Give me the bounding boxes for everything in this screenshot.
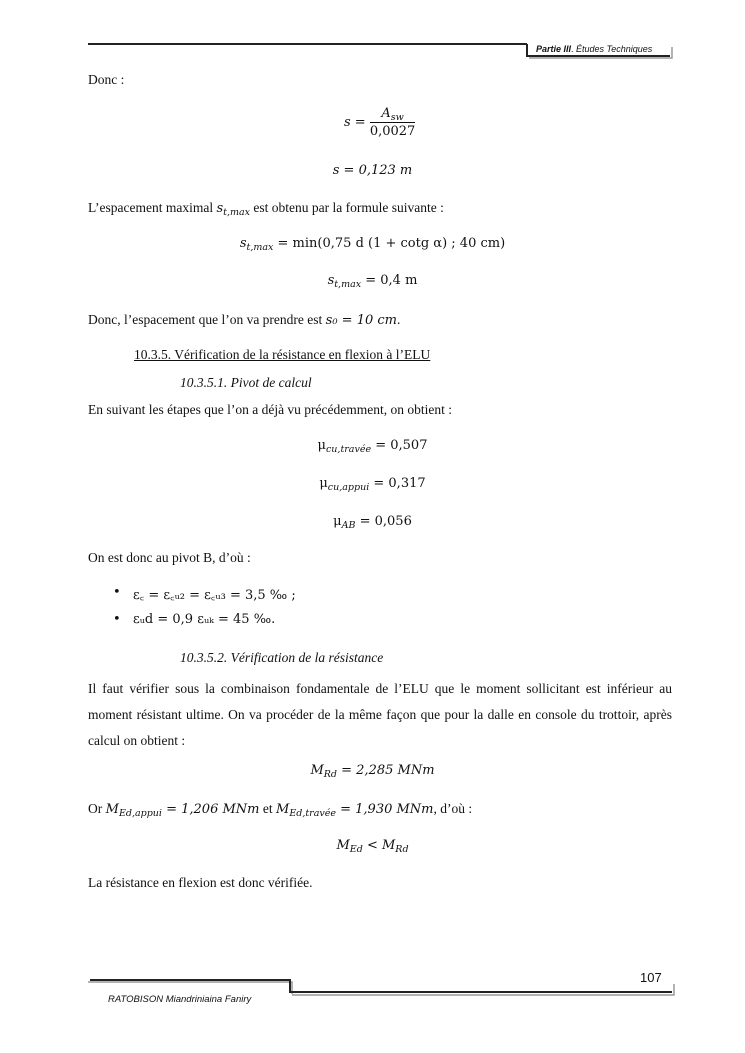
section-heading: 10.3.5. Vérification de la résistance en flexion à l’ELU bbox=[134, 347, 431, 362]
equation-mu-ab: $\mu_{AB} = 0,056$ bbox=[333, 514, 412, 531]
bullet-icon: • bbox=[113, 612, 121, 627]
equation-stmax-formula: $s_{t,max} = \min(0,75$ d (1 + cotg α) ; 40 cm) bbox=[239, 236, 506, 253]
inequality-med-mrd: $M_{Ed} < M_{Rd}$ bbox=[336, 838, 409, 855]
subsection-heading-pivot: 10.3.5.1. Pivot de calcul bbox=[180, 375, 312, 390]
spacing-sentence: L’espacement maximal $s_{t,max}$ est obtenu par la formule suivante : bbox=[88, 200, 444, 218]
running-header: Partie III. Études Techniques bbox=[536, 44, 653, 54]
equation-stmax-value: $s_{t,max} = 0,4$ m bbox=[327, 273, 418, 290]
footer-author: RATOBISON Miandriniaina Faniry bbox=[108, 994, 252, 1005]
bullet-list-item: • εᵤd = 0,9 εᵤₖ = 45 ‰. bbox=[113, 612, 276, 627]
donc-label: Donc : bbox=[88, 72, 125, 87]
equation-mu-travee: $\mu_{cu,travée} = 0,507$ bbox=[317, 438, 428, 455]
bullet-list-item: • ε꜀ = ε꜀ᵤ₂ = ε꜀ᵤ₃ = 3,5 ‰ ; bbox=[113, 585, 296, 603]
equation-mu-appui: $\mu_{cu,appui} = 0,317$ bbox=[319, 476, 426, 493]
header-part: Partie III bbox=[536, 44, 572, 54]
verification-paragraph: Il faut vérifier sous la combinaison fondamentale de l’ELU que le moment sollicitant est inférieur au moment résistant ultime. On va procéder de la même façon que pour la dalle en console du trottoir, après calcul on obtient : bbox=[88, 681, 672, 748]
header-rule bbox=[0, 0, 745, 70]
header-title: Études Techniques bbox=[576, 44, 653, 54]
steps-sentence: En suivant les étapes que l’on a déjà vu précédemment, on obtient : bbox=[88, 402, 453, 417]
page-number: 107 bbox=[640, 970, 662, 985]
bullet-icon: • bbox=[113, 585, 121, 600]
equation-mrd: $M_{Rd} = 2,285$ MNm bbox=[310, 763, 435, 780]
pivot-sentence: On est donc au pivot B, d’où : bbox=[88, 550, 251, 565]
equation-s-value: s = 0,123 m bbox=[332, 163, 413, 178]
or-sentence: Or $M_{Ed,appui} = 1,206$ MNm et $M_{Ed,travée} = 1,930$ MNm, d’où : bbox=[88, 801, 473, 819]
subsection-heading-resistance: 10.3.5.2. Vérification de la résistance bbox=[180, 650, 384, 665]
conclusion-sentence: La résistance en flexion est donc vérifiée. bbox=[88, 875, 313, 890]
equation-s-fraction: s = $\frac{A_{sw}}{0,0027}$ bbox=[344, 106, 416, 139]
spacing-choice-sentence: Donc, l’espacement que l’on va prendre est s₀ = 10 cm. bbox=[88, 312, 401, 328]
